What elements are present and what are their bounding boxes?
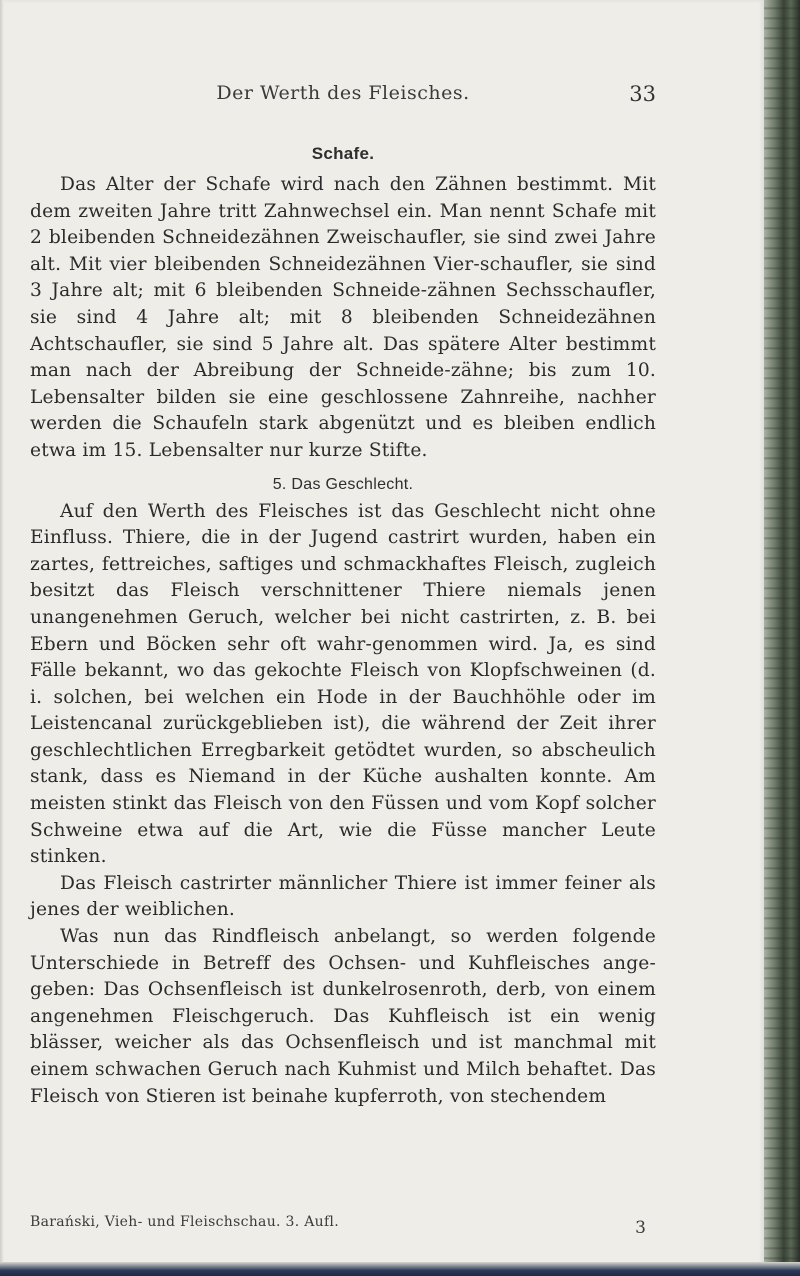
section-heading-schafe: Schafe. [311, 144, 375, 163]
section-heading-geschlecht: 5. Das Geschlecht. [272, 475, 414, 493]
book-spine [764, 0, 800, 1276]
page-bottom-edge [0, 1262, 800, 1276]
paragraph-castrirt: Das Fleisch castrirter männlicher Thiere ist immer feiner als jenes der weiblichen. [30, 872, 656, 921]
body-text [30, 140, 656, 1110]
page-footer [30, 1214, 656, 1236]
page-number: 33 [629, 82, 656, 106]
page-left-edge [0, 0, 4, 1276]
paragraph-geschlecht: Auf den Werth des Fleisches ist das Geschlecht nicht ohne Einfluss. Thiere, die in der Jugend castrirt wurden, haben ein zartes, fettreiches, saftiges und schmackhaftes Fleisch, zugleich besitzt das Fleisch verschnittener Thiere niemals jenen unangenehmen Geruch, welcher bei nicht castrirten, z. B. bei Ebern und Böcken sehr oft wahr-genommen wird. Ja, es sind Fälle bekannt, wo das gekochte Fleisch von Klopfschweinen (d. i. solchen, bei welchen ein Hode in der Bauchhöhle oder im Leistencanal zurückgeblieben ist), die während der Zeit ihrer geschlechtlichen Erregbarkeit getödtet wurden, so abscheulich stank, dass es Niemand in der Küche aushalten konnte. Am meisten stinkt das Fleisch von den Füssen und vom Kopf solcher Schweine etwa auf die Art, wie die Füsse mancher Leute stinken. [30, 500, 656, 868]
paragraph-schafe: Das Alter der Schafe wird nach den Zähnen bestimmt. Mit dem zweiten Jahre tritt Zahnwechsel ein. Man nennt Schafe mit 2 bleibenden Schneidezähnen Zweischaufler, sie sind zwei Jahre alt. Mit vier bleibenden Schneidezähnen Vier-schaufler, sie sind 3 Jahre alt; mit 6 bleibenden Schneide-zähnen Sechsschaufler, sie sind 4 Jahre alt; mit 8 bleibenden Schneidezähnen Achtschaufler, sie sind 5 Jahre alt. Das spätere Alter bestimmt man nach der Abreibung der Schneide-zähne; bis zum 10. Lebensalter bilden sie eine geschlossene Zahnreihe, nachher werden die Schaufeln stark abgenützt und es bleiben endlich etwa im 15. Lebensalter nur kurze Stifte. [30, 174, 656, 461]
footer-citation: Barański, Vieh- und Fleischschau. 3. Aufl. [30, 1214, 339, 1230]
signature-mark: 3 [635, 1218, 646, 1238]
page-header [30, 82, 656, 112]
paragraph-rindfleisch: Was nun das Rindfleisch anbelangt, so werden folgende Unterschiede in Betreff des Ochsen- und Kuhfleisches ange-geben: Das Ochsenfleisch ist dunkelrosenroth, derb, von einem angenehmen Fleischgeruch. Das Kuhfleisch ist ein wenig blässer, weicher als das Ochsenfleisch und ist manchmal mit einem schwachen Geruch nach Kuhmist und Milch behaftet. Das Fleisch von Stieren ist beinahe kupferroth, von stechendem [30, 926, 656, 1107]
running-title: Der Werth des Fleisches. [216, 82, 470, 104]
